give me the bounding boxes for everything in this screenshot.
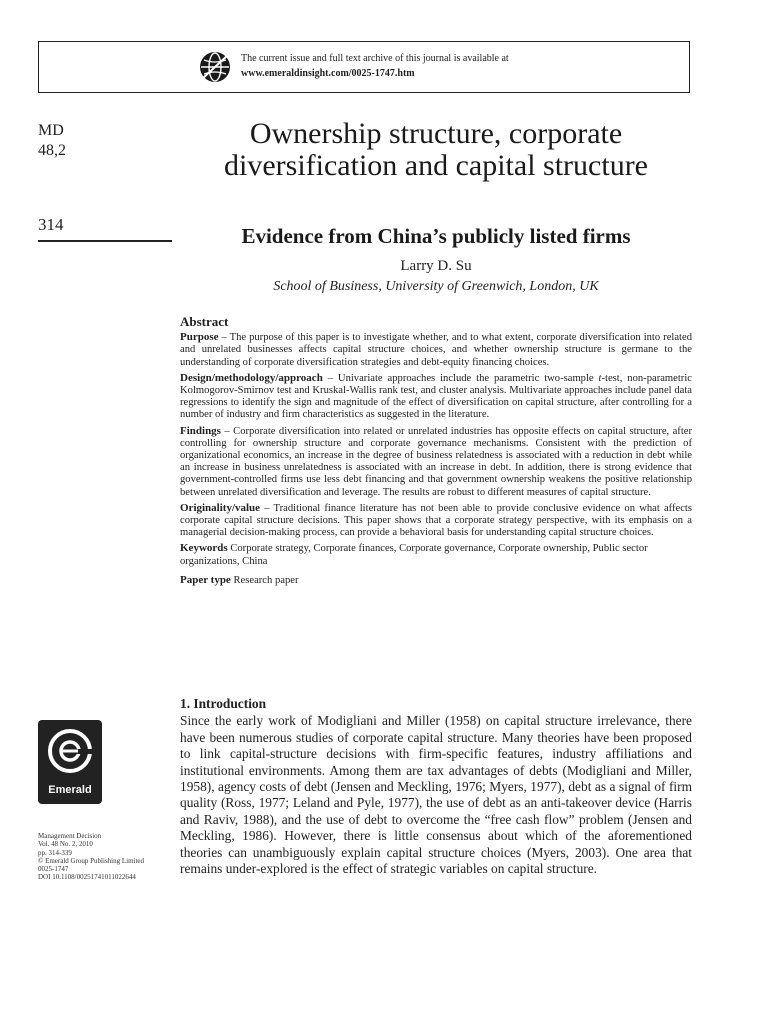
globe-icon (199, 51, 231, 83)
journal-abbrev: MD (38, 122, 64, 139)
abstract (180, 316, 692, 590)
purpose-text: – The purpose of this paper is to investigate whether, and to what extent, corporate diversification into related and unrelated businesses affects capital structure choices, and whether ownership structure is germane to the understanding of corporate diversification strategies and debt-equity financing choices. (180, 332, 692, 368)
abstract-heading: Abstract (180, 314, 229, 329)
purpose-label: Purpose (180, 331, 219, 344)
doi: DOI 10.1108/00251741011022644 (38, 873, 136, 882)
author-name: Larry D. Su (400, 258, 472, 274)
article-subtitle: Evidence from China’s publicly listed firms (241, 224, 631, 248)
issn: 0025-1747 (38, 865, 69, 874)
page-number-rule (38, 240, 172, 242)
abstract-keywords (180, 542, 692, 567)
abstract-paper-type (180, 574, 692, 587)
abstract-originality (180, 502, 692, 540)
volume-issue: 48,2 (38, 142, 66, 159)
journal-name: Management Decision (38, 832, 102, 840)
page-number: 314 (38, 215, 64, 234)
journal-archive-header (38, 41, 690, 93)
abstract-purpose (180, 331, 692, 369)
keywords-text: Corporate strategy, Corporate finances, Corporate governance, Corporate ownership, Public sector organizations, China (180, 543, 648, 567)
journal-url-link[interactable]: www.emeraldinsight.com/0025-1747.htm (241, 68, 415, 79)
findings-text: – Corporate diversification into related or unrelated industries has opposite effects on capital structure, after controlling for ownership structure and corporate governance mechanisms. Consistent with the prediction of organizational economics, an increase in the degree of business relatedness is associated with a reduction in debt while an increase in business unrelatedness is associated with an increase in debt. In addition, there is strong evidence that government-controlled firms use less debt financing and that government ownership weakens the positive relationship between unrelated diversification and leverage. The results are robust to different measures of capital structure. (180, 425, 692, 498)
keywords-label: Keywords (180, 542, 228, 555)
emerald-logo-icon (38, 720, 102, 804)
originality-text: – Traditional finance literature has not been able to provide conclusive evidence on what affects corporate capital structure decisions. This paper shows that a corporate strategy perspective, with its emphasis on a managerial decision-making process, can provide a behavioral basis for understanding capital structure choices. (180, 502, 692, 539)
journal-code (38, 121, 66, 161)
archive-notice: The current issue and full text archive of this journal is available at (241, 53, 509, 64)
emerald-logo-mark (38, 720, 102, 784)
design-text-2: -test, non-parametric Kolmogorov-Smirnov test and Kruskal-Wallis rank test, and cluster analysis. Multivariate approaches include panel data regressions to identify the sign and magnitude of the effect of diversification on capital structure, after controlling for a number of industry and firm characteristics as suggested in the literature. (180, 372, 692, 421)
abstract-design (180, 372, 692, 422)
introduction-section (180, 696, 692, 877)
emerald-logo-text: Emerald (48, 784, 92, 796)
article-title: Ownership structure, corporate diversification and capital structure (224, 117, 648, 182)
copyright: © Emerald Group Publishing Limited (38, 856, 145, 865)
volume-info: Vol. 48 No. 2, 2010 (38, 840, 93, 849)
publisher-info (38, 832, 144, 882)
page-range: pp. 314-339 (38, 848, 72, 857)
introduction-heading: 1. Introduction (180, 696, 267, 711)
introduction-text: Since the early work of Modigliani and Miller (1958) on capital structure irrelevance, there have been numerous studies of corporate capital structure. Many theories have been proposed to link capital-structure decisions with firm-specific features, industry affiliations and institutional environments. Among them are tax advantages of debts (Modigliani and Miller, 1958), agency costs of debt (Jensen and Meckling, 1976; Myers, 1977), debt as a signal of firm quality (Ross, 1977; Leland and Pyle, 1977), the use of debt as an anti-takeover device (Harris and Raviv, 1988), and the use of debt to overcome the “free cash flow” problem (Jensen and Meckling, 1986). However, there is little consensus about which of the aforementioned theories can unambiguously explain capital structure choices (Myers, 2003). One area that remains under-explored is the effect of strategic variables on capital structure. (180, 713, 692, 877)
design-label: Design/methodology/approach (180, 371, 323, 384)
abstract-findings (180, 425, 692, 499)
paper-type-label: Paper type (180, 573, 231, 586)
originality-label: Originality/value (180, 501, 261, 514)
design-text-italic: t (598, 372, 602, 384)
design-text-1: – Univariate approaches include the parametric two-sample (322, 372, 599, 384)
paper-type-text: Research paper (230, 574, 299, 586)
findings-label: Findings (180, 424, 221, 437)
author-affiliation: School of Business, University of Greenwich, London, UK (273, 279, 599, 294)
